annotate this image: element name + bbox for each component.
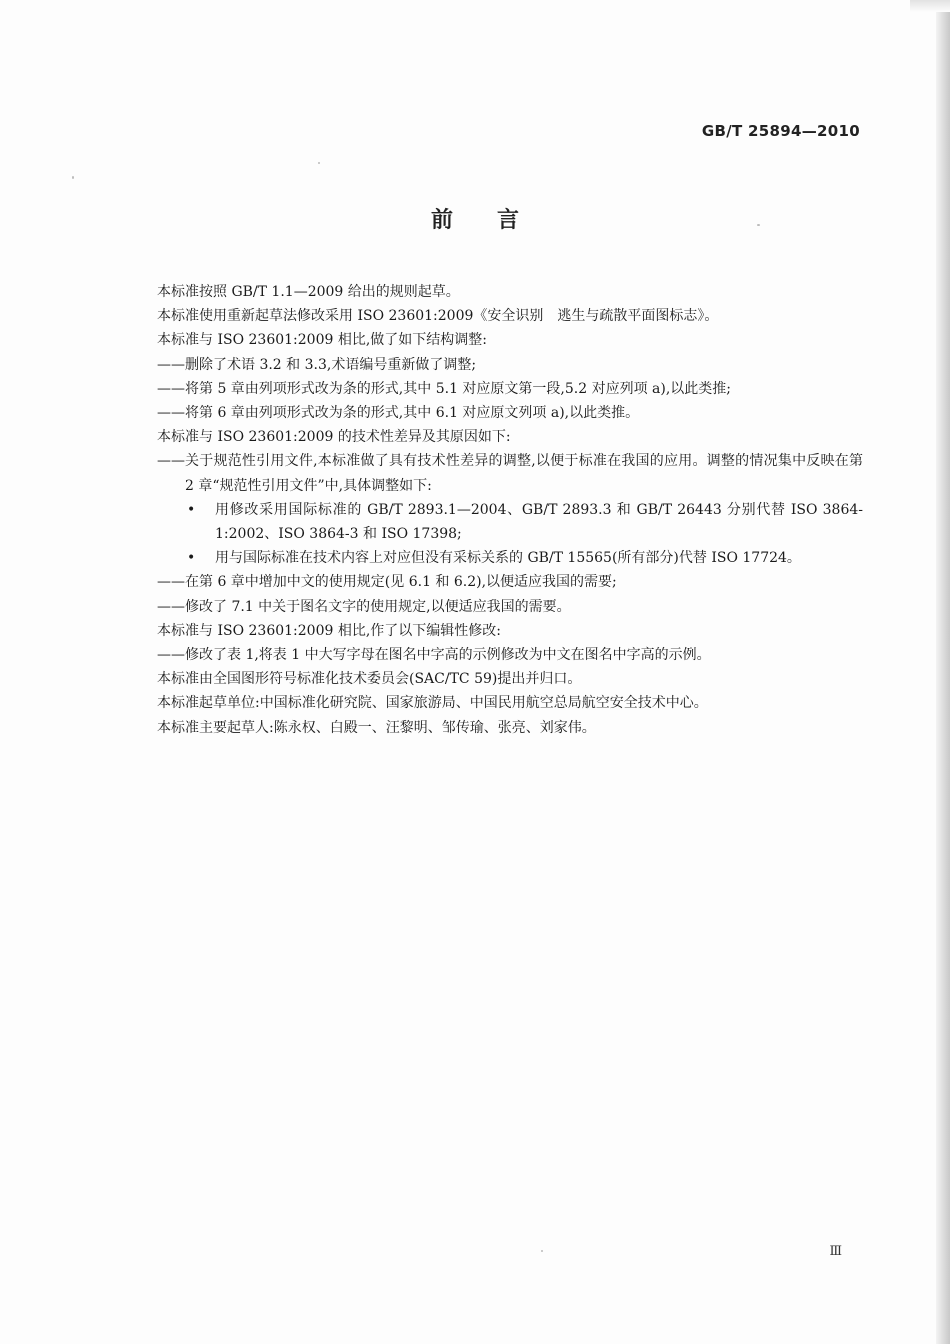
dash-item-text: 将第 5 章由列项形式改为条的形式,其中 5.1 对应原文第一段,5.2 对应列项 a),以此类推;	[185, 380, 732, 397]
paragraph: 本标准起草单位:中国标准化研究院、国家旅游局、中国民用航空总局航空安全技术中心。	[157, 695, 708, 712]
dash-mark: ——	[157, 647, 185, 664]
bullet-item	[157, 498, 863, 546]
dash-item-text: 删除了术语 3.2 和 3.3,术语编号重新做了调整;	[185, 356, 477, 373]
dash-item	[157, 449, 863, 497]
dash-item	[157, 595, 863, 619]
dash-mark: ——	[157, 380, 185, 397]
dash-mark: ——	[157, 453, 185, 470]
scan-speck	[541, 1250, 543, 1252]
dash-mark: ——	[157, 574, 185, 591]
page-title: 前言	[430, 208, 563, 233]
scan-edge	[936, 0, 950, 1344]
bullet-mark: •	[187, 501, 196, 518]
paragraph: 本标准与 ISO 23601:2009 相比,做了如下结构调整:	[157, 332, 487, 349]
dash-item	[157, 570, 863, 594]
dash-mark: ——	[157, 356, 185, 373]
scan-speck	[757, 224, 760, 226]
dash-item	[157, 377, 863, 401]
dash-item-text: 关于规范性引用文件,本标准做了具有技术性差异的调整,以便于标准在我国的应用。调整的情况集中反映在第 2 章“规范性引用文件”中,具体调整如下:	[185, 453, 863, 494]
dash-mark: ——	[157, 598, 185, 615]
scan-speck	[72, 176, 74, 179]
page-number: Ⅲ	[829, 1244, 842, 1259]
document-code: GB/T 25894—2010	[701, 122, 860, 140]
paragraph: 本标准按照 GB/T 1.1—2009 给出的规则起草。	[157, 284, 460, 300]
scan-speck	[318, 162, 320, 164]
paragraph: 本标准与 ISO 23601:2009 相比,作了以下编辑性修改:	[157, 622, 501, 639]
foreword-body	[157, 280, 863, 740]
dash-item	[157, 401, 863, 425]
dash-item	[157, 353, 863, 377]
paragraph: 本标准与 ISO 23601:2009 的技术性差异及其原因如下:	[157, 429, 511, 446]
paragraph: 本标准使用重新起草法修改采用 ISO 23601:2009《安全识别 逃生与疏散平面图标志》。	[157, 308, 719, 325]
dash-item-text: 修改了表 1,将表 1 中大写字母在图名中字高的示例修改为中文在图名中字高的示例。	[185, 647, 711, 664]
dash-item-text: 修改了 7.1 中关于图名文字的使用规定,以便适应我国的需要。	[185, 598, 571, 615]
paragraph: 本标准主要起草人:陈永权、白殿一、汪黎明、邹传瑜、张亮、刘家伟。	[157, 719, 596, 736]
scan-corner	[910, 0, 950, 12]
bullet-mark: •	[187, 550, 196, 567]
dash-item	[157, 643, 863, 667]
dash-item-text: 在第 6 章中增加中文的使用规定(见 6.1 和 6.2),以便适应我国的需要;	[185, 574, 617, 591]
paragraph: 本标准由全国图形符号标准化技术委员会(SAC/TC 59)提出并归口。	[157, 671, 582, 688]
bullet-item-text: 用与国际标准在技术内容上对应但没有采标关系的 GB/T 15565(所有部分)代替 ISO 17724。	[215, 550, 801, 567]
bullet-item	[157, 546, 863, 570]
bullet-item-text: 用修改采用国际标准的 GB/T 2893.1—2004、GB/T 2893.3 和 GB/T 26443 分别代替 ISO 3864-1:2002、ISO 3864-3 和 ISO 17398;	[215, 501, 863, 543]
dash-item-text: 将第 6 章由列项形式改为条的形式,其中 6.1 对应原文列项 a),以此类推。	[185, 405, 640, 422]
dash-mark: ——	[157, 405, 185, 422]
